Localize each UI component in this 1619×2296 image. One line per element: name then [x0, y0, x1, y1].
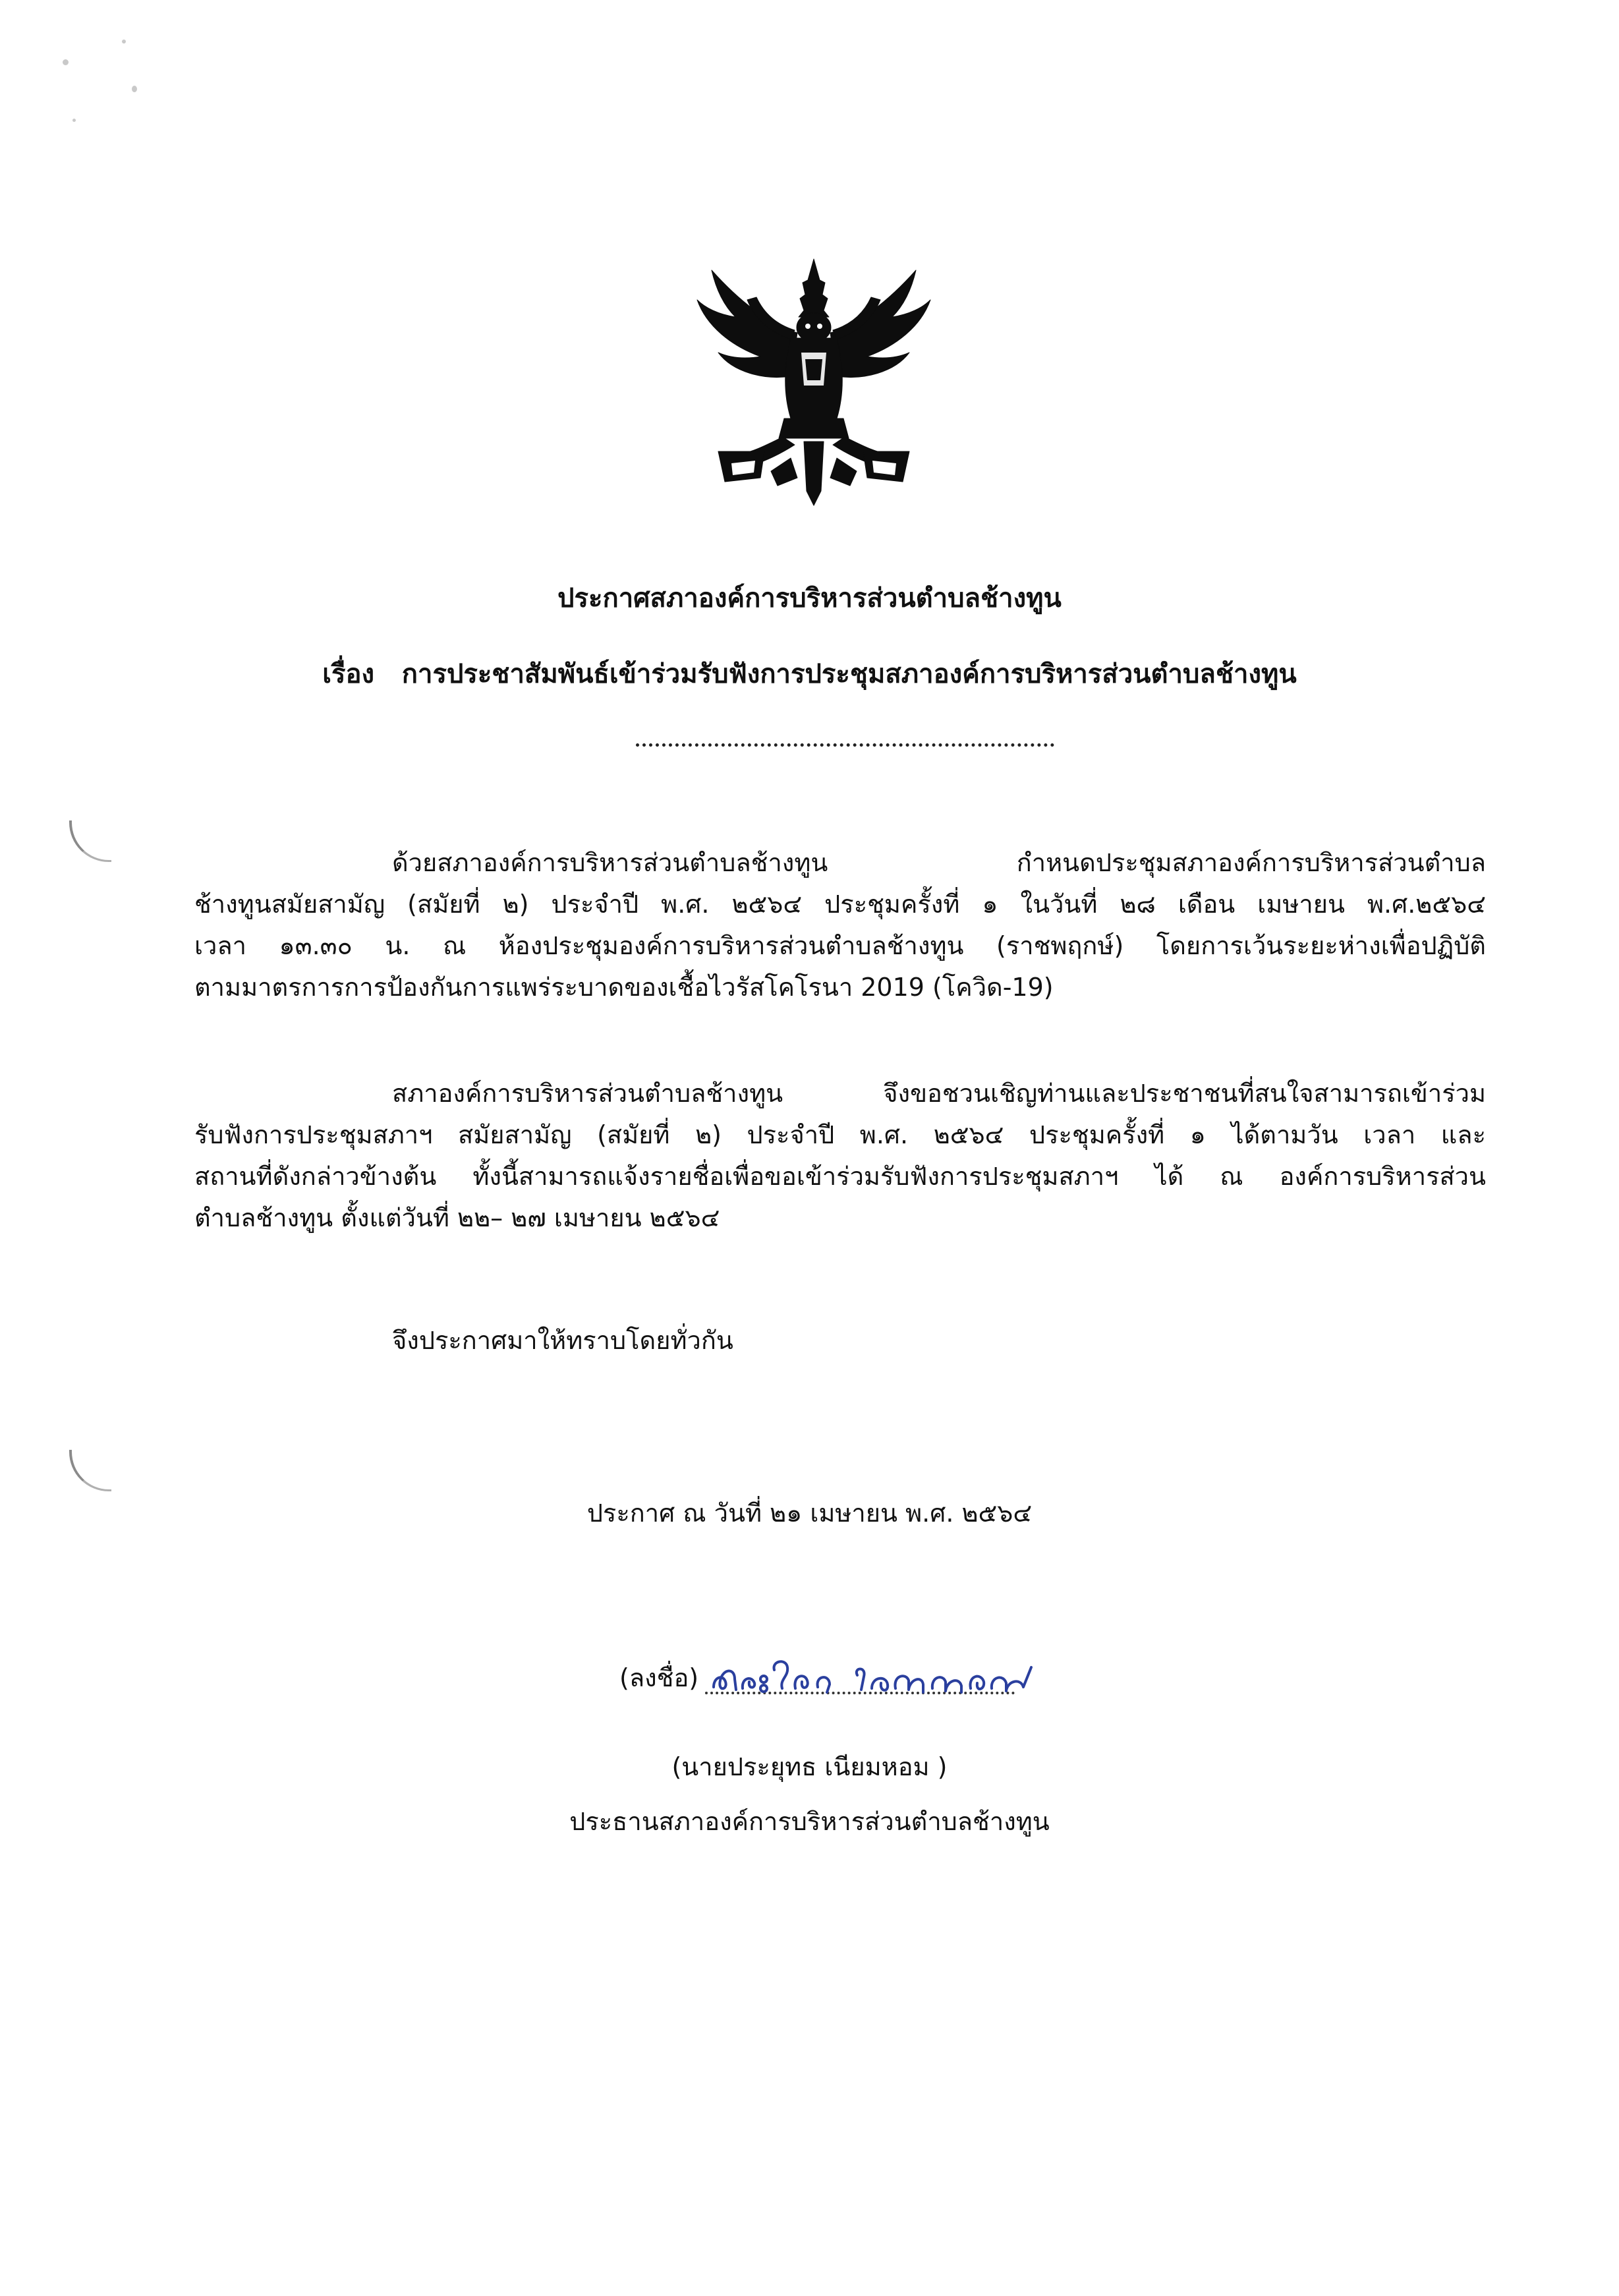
signer-name: (นายประยุทธ เนียมหอม ) [671, 1752, 948, 1781]
scan-speck [132, 86, 137, 92]
paragraph-line: ตำบลช้างทูน ตั้งแต่วันที่ ๒๒– ๒๗ เมษายน ๒๕๖๔ [194, 1203, 720, 1232]
paragraph-meeting-schedule [194, 842, 1486, 1008]
paragraph-line: สถานที่ดังกล่าวข้างต้น ทั้งนี้สามารถแจ้งรายชื่อเพื่อขอเข้าร่วมรับฟังการประชุมสภาฯ ได้ ณ องค์การบริหารส่วน [194, 1162, 1486, 1191]
announcement-date: ประกาศ ณ วันที่ ๒๑ เมษายน พ.ศ. ๒๕๖๔ [586, 1499, 1033, 1528]
document-title: ประกาศสภาองค์การบริหารส่วนตำบลช้างทูน [557, 583, 1062, 614]
handwritten-signature [708, 1641, 1038, 1700]
scan-speck [122, 40, 126, 43]
signer-position: ประธานสภาองค์การบริหารส่วนตำบลช้างทูน [569, 1807, 1050, 1836]
paragraph-line: รับฟังการประชุมสภาฯ สมัยสามัญ (สมัยที่ ๒) ประจำปี พ.ศ. ๒๕๖๔ ประชุมครั้งที่ ๑ ได้ตามวัน เวลา และ [194, 1120, 1486, 1149]
sign-label: (ลงชื่อ) [619, 1663, 699, 1692]
paragraph-line: สภาองค์การบริหารส่วนตำบลช้างทูน จึงขอชวนเชิญท่านและประชาชนที่สนใจสามารถเข้าร่วม [392, 1079, 1486, 1108]
scan-speck [63, 59, 69, 65]
paragraph-line: ตามมาตรการการป้องกันการแพร่ระบาดของเชื้อไวรัสโคโรนา 2019 (โควิด-19) [194, 973, 1054, 1002]
paragraph-invitation [194, 1073, 1486, 1239]
subject-text: การประชาสัมพันธ์เข้าร่วมรับฟังการประชุมสภาองค์การบริหารส่วนตำบลช้างทูน [401, 659, 1297, 689]
paragraph-line: ด้วยสภาองค์การบริหารส่วนตำบลช้างทูน กำหนดประชุมสภาองค์การบริหารส่วนตำบล [392, 848, 1486, 877]
garuda-emblem-icon [692, 254, 936, 507]
separator-dotted-line [636, 743, 1054, 747]
punch-hole-mark [69, 1450, 111, 1491]
paragraph-line: เวลา ๑๓.๓๐ น. ณ ห้องประชุมองค์การบริหารส่วนตำบลช้างทูน (ราชพฤกษ์) โดยการเว้นระยะห่างเพื่อปฏิบัติ [194, 931, 1486, 960]
punch-hole-mark [69, 820, 111, 862]
subject-label: เรื่อง [322, 659, 374, 689]
scan-speck [72, 119, 76, 122]
subject-line [0, 656, 1619, 693]
closing-statement: จึงประกาศมาให้ทราบโดยทั่วกัน [392, 1326, 733, 1355]
paragraph-line: ช้างทูนสมัยสามัญ (สมัยที่ ๒) ประจำปี พ.ศ. ๒๕๖๔ ประชุมครั้งที่ ๑ ในวันที่ ๒๘ เดือน เมษายน พ.ศ.๒๕๖๔ [194, 890, 1486, 919]
